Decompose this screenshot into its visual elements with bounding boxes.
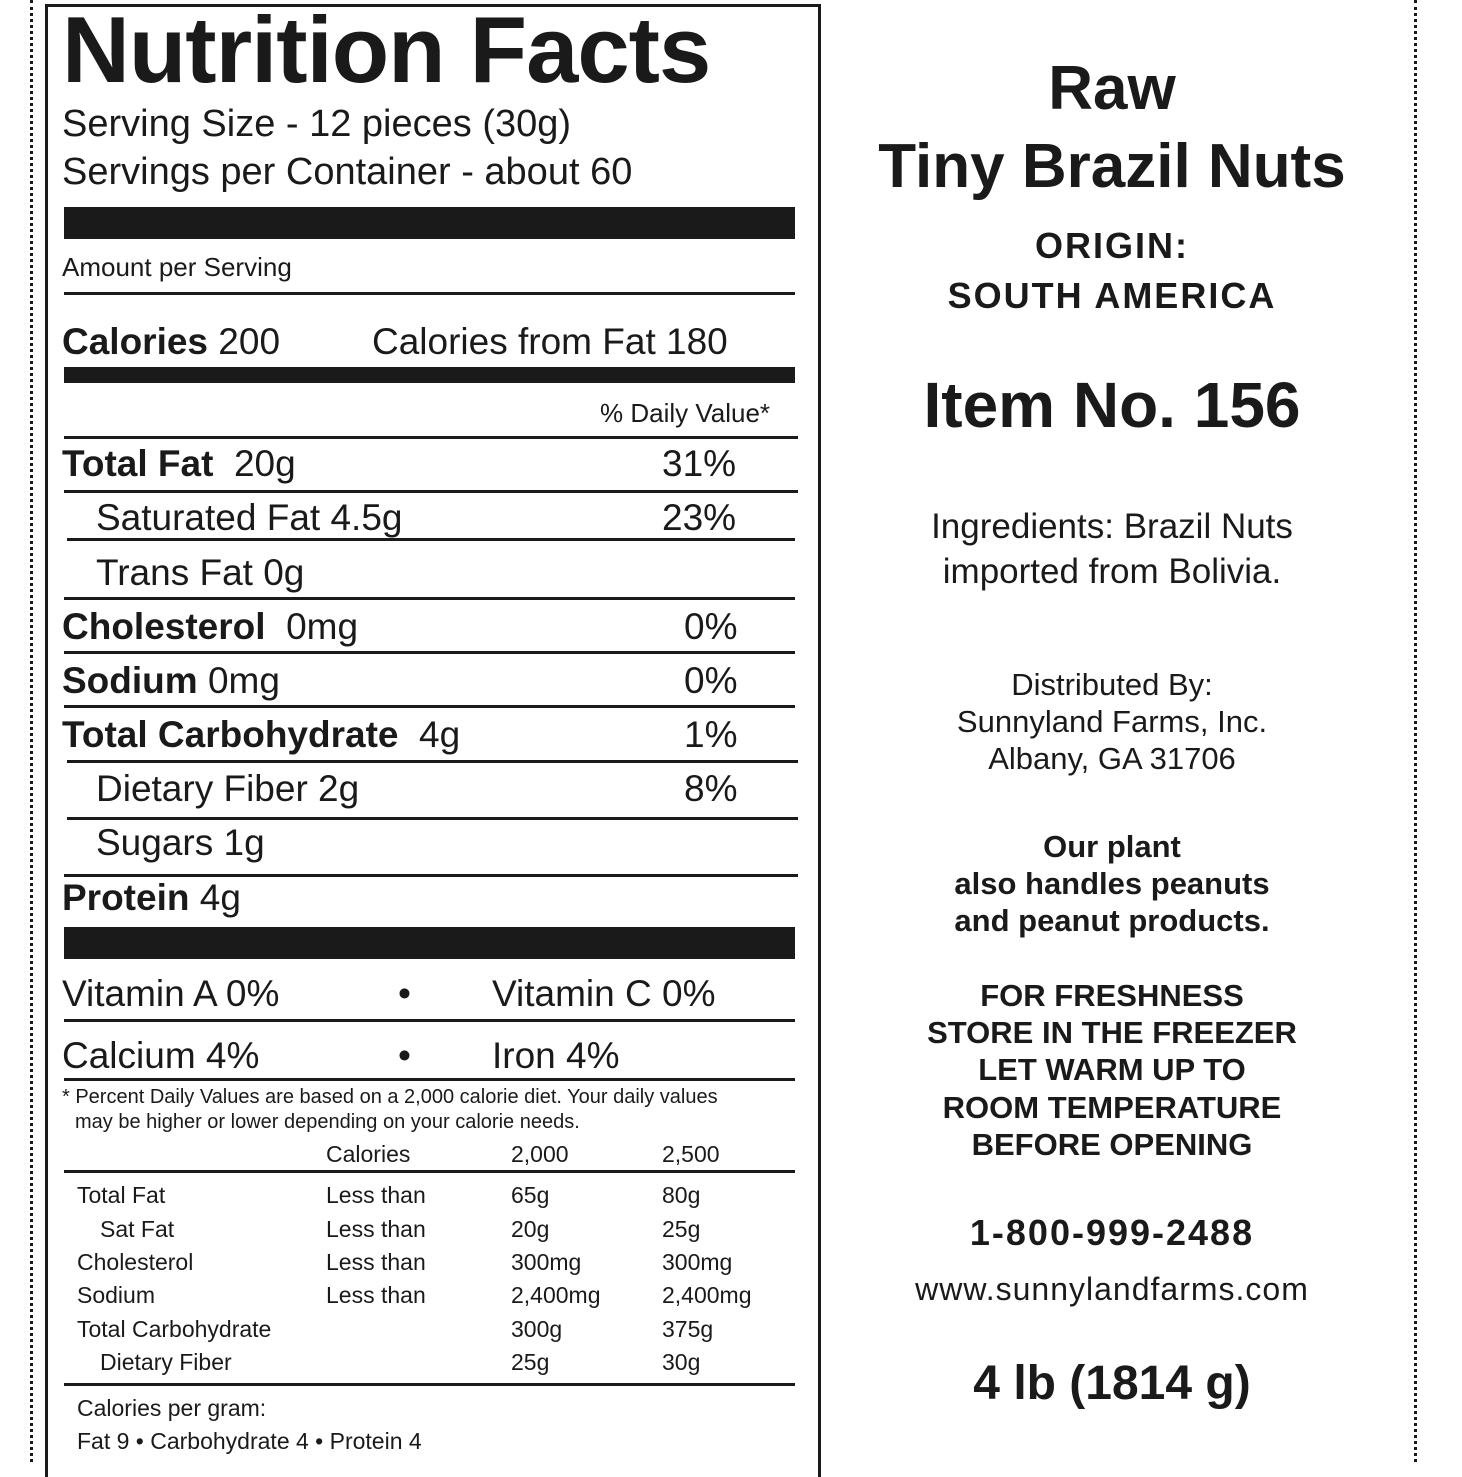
nutrient-dv: 23%: [662, 497, 737, 538]
product-name-line-2: Tiny Brazil Nuts: [878, 132, 1346, 201]
calories-row: [62, 320, 280, 364]
item-number: Item No. 156: [923, 369, 1301, 441]
divider: [64, 292, 795, 295]
nutrition-title: Nutrition Facts: [62, 0, 711, 102]
product-name-line-1: Raw: [1048, 54, 1176, 123]
divider: [64, 651, 795, 654]
nutrient-row-total-carbohydrate: [62, 713, 460, 757]
nutrient-amount: 4g: [419, 714, 461, 755]
nutrient-amount: 0mg: [286, 606, 359, 647]
amount-per-serving: Amount per Serving: [62, 252, 292, 282]
divider: [67, 760, 798, 763]
table-cell: 25g: [662, 1216, 701, 1242]
daily-value-header: % Daily Value*: [600, 398, 771, 428]
nutrient-row-total-fat: [62, 442, 296, 486]
serving-size: Serving Size - 12 pieces (30g): [62, 103, 572, 145]
divider: [64, 1019, 795, 1022]
table-cell: Dietary Fiber: [100, 1349, 232, 1375]
footnote-line-1: * Percent Daily Values are based on a 2,000 calorie diet. Your daily values: [62, 1086, 718, 1108]
origin-label: ORIGIN:: [1035, 225, 1189, 266]
nutrient-row-cholesterol: [62, 605, 358, 649]
servings-per-container: Servings per Container - about 60: [62, 151, 633, 193]
iron: Iron 4%: [492, 1035, 620, 1076]
nutrient-row-dietary-fiber: Dietary Fiber 2g: [96, 768, 360, 809]
company-name: Sunnyland Farms, Inc.: [956, 704, 1268, 739]
table-cell: Sodium: [77, 1282, 155, 1308]
table-cell: 300mg: [511, 1249, 582, 1275]
vitamin-c: Vitamin C 0%: [492, 973, 716, 1014]
divider: [64, 705, 795, 708]
table-cell: Less than: [326, 1282, 426, 1308]
distributed-by: Distributed By:: [1011, 667, 1213, 702]
table-cell: Sat Fat: [100, 1216, 175, 1242]
calories-per-gram: Fat 9 • Carbohydrate 4 • Protein 4: [77, 1428, 422, 1454]
calories-label: Calories: [62, 321, 209, 362]
table-cell: Cholesterol: [77, 1249, 194, 1275]
nutrient-dv: 0%: [684, 606, 738, 647]
nutrient-label: Cholesterol: [62, 606, 266, 647]
table-cell: 80g: [662, 1182, 701, 1208]
table-cell: Less than: [326, 1249, 426, 1275]
table-cell: Total Fat: [77, 1182, 166, 1208]
calories-value: 200: [218, 321, 281, 362]
nutrient-amount: 0mg: [207, 660, 280, 701]
table-cell: 65g: [511, 1182, 550, 1208]
storage-line-3: LET WARM UP TO: [978, 1052, 1246, 1087]
table-cell: 25g: [511, 1349, 550, 1375]
table-cell: 300mg: [662, 1249, 733, 1275]
divider: [67, 817, 798, 820]
table-cell: Less than: [326, 1216, 426, 1242]
right-dotted-border: [1414, 0, 1417, 1462]
thick-divider-bottom: [64, 927, 795, 959]
table-cell: 2,400mg: [662, 1282, 752, 1308]
table-header: Calories: [326, 1141, 411, 1167]
nutrient-row-trans-fat: Trans Fat 0g: [96, 552, 305, 593]
allergen-line-1: Our plant: [1043, 829, 1181, 864]
divider: [64, 1078, 795, 1081]
divider: [64, 1383, 795, 1386]
ingredients-line-2: imported from Bolivia.: [942, 552, 1282, 591]
nutrient-row-saturated-fat: Saturated Fat 4.5g: [96, 497, 403, 538]
thick-divider-top: [64, 207, 795, 239]
net-weight: 4 lb (1814 g): [973, 1357, 1251, 1410]
nutrient-amount: 4g: [199, 877, 241, 918]
divider: [64, 1170, 795, 1173]
table-cell: 300g: [511, 1316, 563, 1342]
nutrient-row-sodium: [62, 659, 280, 703]
table-cell: Total Carbohydrate: [77, 1316, 272, 1342]
nutrient-label: Protein: [62, 877, 190, 918]
vitamin-a: Vitamin A 0%: [62, 973, 280, 1014]
table-header: 2,500: [662, 1141, 720, 1167]
nutrient-label: Total Fat: [62, 443, 214, 484]
table-cell: 20g: [511, 1216, 550, 1242]
nutrient-row-sugars: Sugars 1g: [96, 822, 265, 863]
origin-value: SOUTH AMERICA: [947, 275, 1277, 316]
allergen-line-3: and peanut products.: [954, 903, 1270, 938]
ingredients-line-1: Ingredients: Brazil Nuts: [931, 507, 1293, 546]
nutrient-label: Total Carbohydrate: [62, 714, 399, 755]
nutrient-row-protein: [62, 876, 241, 920]
bullet: •: [398, 973, 411, 1014]
medium-divider: [64, 367, 795, 383]
table-cell: 2,400mg: [511, 1282, 601, 1308]
left-dotted-border: [30, 0, 33, 1462]
table-header: 2,000: [511, 1141, 569, 1167]
nutrient-dv: 31%: [662, 443, 737, 484]
table-cell: 375g: [662, 1316, 714, 1342]
table-cell: 30g: [662, 1349, 701, 1375]
divider: [67, 538, 795, 541]
allergen-line-2: also handles peanuts: [954, 866, 1270, 901]
nutrient-dv: 8%: [684, 768, 738, 809]
nutrient-dv: 1%: [684, 714, 738, 755]
calories-per-gram-label: Calories per gram:: [77, 1395, 267, 1421]
divider: [64, 597, 795, 600]
company-address: Albany, GA 31706: [988, 741, 1236, 776]
table-cell: Less than: [326, 1182, 426, 1208]
divider: [64, 436, 798, 439]
nutrient-amount: 20g: [233, 443, 296, 484]
storage-line-5: BEFORE OPENING: [971, 1127, 1253, 1162]
nutrient-label: Sodium: [62, 660, 198, 701]
storage-line-4: ROOM TEMPERATURE: [942, 1090, 1282, 1125]
storage-line-2: STORE IN THE FREEZER: [927, 1015, 1297, 1050]
calories-from-fat: Calories from Fat 180: [372, 321, 728, 362]
calcium: Calcium 4%: [62, 1035, 260, 1076]
divider: [64, 490, 798, 493]
website: www.sunnylandfarms.com: [915, 1271, 1309, 1307]
phone-number: 1-800-999-2488: [969, 1212, 1255, 1253]
storage-line-1: FOR FRESHNESS: [980, 978, 1244, 1013]
footnote-line-2: may be higher or lower depending on your calorie needs.: [75, 1111, 580, 1133]
bullet: •: [398, 1035, 411, 1076]
nutrient-dv: 0%: [684, 660, 738, 701]
